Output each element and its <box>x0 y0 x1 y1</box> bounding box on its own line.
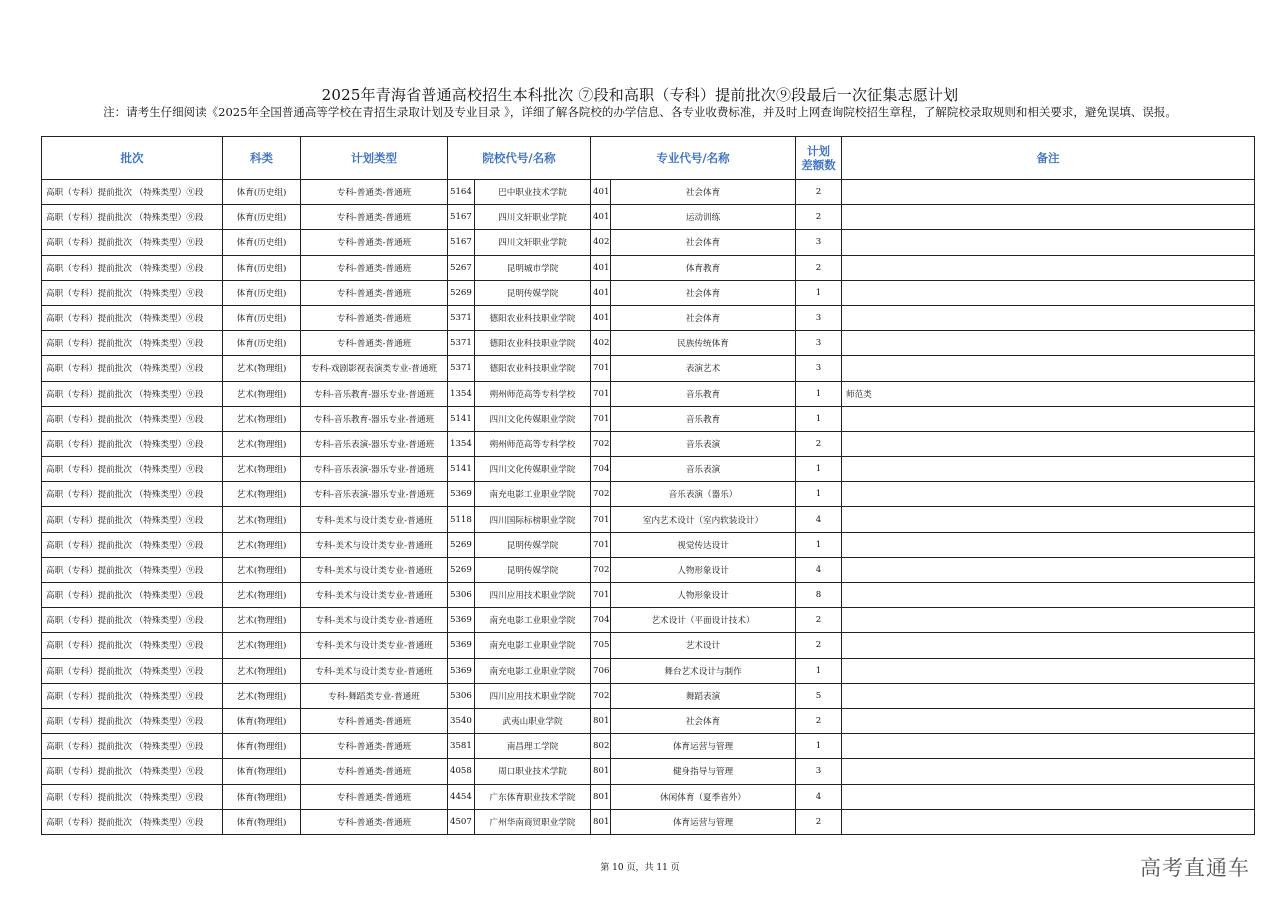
cell-school-code: 5164 <box>448 180 475 205</box>
cell-plan-count: 2 <box>796 809 842 834</box>
cell-major-name: 舞蹈表演 <box>611 683 796 708</box>
cell-batch: 高职（专科）提前批次 （特殊类型）⑨段 <box>42 557 223 582</box>
cell-plan-type: 专科-普通类-普通班 <box>301 784 448 809</box>
cell-subject: 艺术(物理组) <box>223 658 301 683</box>
cell-plan-type: 专科-普通类-普通班 <box>301 759 448 784</box>
cell-remark <box>842 431 1255 456</box>
cell-major-code: 801 <box>591 708 611 733</box>
table-row <box>42 331 1255 356</box>
page-footer: 第 10 页，共 11 页 <box>600 863 680 873</box>
cell-batch: 高职（专科）提前批次 （特殊类型）⑨段 <box>42 331 223 356</box>
cell-plan-count: 1 <box>796 734 842 759</box>
cell-school-code: 5369 <box>448 482 475 507</box>
cell-school-name: 南昌理工学院 <box>475 734 591 759</box>
cell-plan-count: 1 <box>796 532 842 557</box>
cell-school-code: 1354 <box>448 431 475 456</box>
cell-remark <box>842 305 1255 330</box>
cell-school-name: 四川文化传媒职业学院 <box>475 457 591 482</box>
cell-remark <box>842 683 1255 708</box>
table-row <box>42 557 1255 582</box>
cell-school-name: 南充电影工业职业学院 <box>475 633 591 658</box>
cell-plan-type: 专科-普通类-普通班 <box>301 305 448 330</box>
cell-school-name: 南充电影工业职业学院 <box>475 658 591 683</box>
cell-remark <box>842 230 1255 255</box>
cell-major-name: 音乐表演（器乐） <box>611 482 796 507</box>
cell-subject: 艺术(物理组) <box>223 431 301 456</box>
cell-school-code: 5167 <box>448 230 475 255</box>
table-row <box>42 532 1255 557</box>
cell-school-code: 5306 <box>448 683 475 708</box>
cell-major-code: 701 <box>591 356 611 381</box>
cell-remark <box>842 583 1255 608</box>
cell-major-name: 体育教育 <box>611 255 796 280</box>
cell-school-name: 南充电影工业职业学院 <box>475 482 591 507</box>
cell-school-code: 5369 <box>448 633 475 658</box>
cell-major-code: 802 <box>591 734 611 759</box>
table-header-row <box>42 137 1255 180</box>
cell-batch: 高职（专科）提前批次 （特殊类型）⑨段 <box>42 457 223 482</box>
cell-plan-count: 2 <box>796 180 842 205</box>
cell-school-name: 四川文轩职业学院 <box>475 230 591 255</box>
table-row <box>42 734 1255 759</box>
cell-major-name: 社会体育 <box>611 305 796 330</box>
cell-major-code: 702 <box>591 557 611 582</box>
table-row <box>42 583 1255 608</box>
cell-plan-count: 2 <box>796 255 842 280</box>
cell-major-code: 705 <box>591 633 611 658</box>
table-body <box>42 180 1255 835</box>
plan-table <box>41 136 1255 835</box>
cell-remark <box>842 457 1255 482</box>
cell-batch: 高职（专科）提前批次 （特殊类型）⑨段 <box>42 532 223 557</box>
table-row <box>42 356 1255 381</box>
cell-batch: 高职（专科）提前批次 （特殊类型）⑨段 <box>42 708 223 733</box>
cell-plan-count: 4 <box>796 507 842 532</box>
reading-note: 注：请考生仔细阅读《2025年全国普通高等学校在青招生录取计划及专业目录 》，详细了解各院校的办学信息、各专业收费标准，并及时上网查询院校招生章程，了解院校录取规则和相关要求，避免误填、误报。 <box>103 105 1177 119</box>
cell-major-code: 401 <box>591 305 611 330</box>
cell-remark: 师范类 <box>842 381 1255 406</box>
cell-plan-count: 1 <box>796 381 842 406</box>
table-row <box>42 431 1255 456</box>
cell-plan-count: 3 <box>796 305 842 330</box>
cell-major-name: 音乐教育 <box>611 381 796 406</box>
cell-plan-count: 1 <box>796 457 842 482</box>
cell-plan-type: 专科-美术与设计类专业-普通班 <box>301 507 448 532</box>
cell-remark <box>842 356 1255 381</box>
cell-remark <box>842 280 1255 305</box>
table-row <box>42 255 1255 280</box>
cell-plan-count: 4 <box>796 557 842 582</box>
cell-batch: 高职（专科）提前批次 （特殊类型）⑨段 <box>42 658 223 683</box>
cell-school-code: 5118 <box>448 507 475 532</box>
cell-remark <box>842 809 1255 834</box>
cell-plan-type: 专科-美术与设计类专业-普通班 <box>301 583 448 608</box>
cell-plan-count: 2 <box>796 708 842 733</box>
cell-major-code: 801 <box>591 759 611 784</box>
cell-major-code: 402 <box>591 331 611 356</box>
table-row <box>42 180 1255 205</box>
cell-plan-type: 专科-美术与设计类专业-普通班 <box>301 658 448 683</box>
cell-subject: 艺术(物理组) <box>223 557 301 582</box>
cell-batch: 高职（专科）提前批次 （特殊类型）⑨段 <box>42 608 223 633</box>
table-row <box>42 507 1255 532</box>
table-row <box>42 457 1255 482</box>
cell-subject: 艺术(物理组) <box>223 482 301 507</box>
table-row <box>42 809 1255 834</box>
cell-major-code: 704 <box>591 608 611 633</box>
cell-plan-count: 3 <box>796 230 842 255</box>
table-row <box>42 608 1255 633</box>
cell-school-code: 5306 <box>448 583 475 608</box>
cell-remark <box>842 608 1255 633</box>
cell-major-code: 401 <box>591 205 611 230</box>
table-row <box>42 230 1255 255</box>
cell-major-name: 艺术设计（平面设计技术） <box>611 608 796 633</box>
cell-major-code: 801 <box>591 784 611 809</box>
cell-major-code: 701 <box>591 532 611 557</box>
cell-school-name: 朔州师范高等专科学校 <box>475 381 591 406</box>
table-row <box>42 784 1255 809</box>
cell-school-code: 4058 <box>448 759 475 784</box>
cell-remark <box>842 507 1255 532</box>
cell-major-code: 701 <box>591 507 611 532</box>
table-row <box>42 633 1255 658</box>
cell-subject: 艺术(物理组) <box>223 356 301 381</box>
cell-major-name: 运动训练 <box>611 205 796 230</box>
cell-plan-type: 专科-普通类-普通班 <box>301 734 448 759</box>
cell-major-code: 702 <box>591 431 611 456</box>
table-row <box>42 683 1255 708</box>
cell-major-code: 401 <box>591 180 611 205</box>
cell-subject: 艺术(物理组) <box>223 532 301 557</box>
cell-major-name: 人物形象设计 <box>611 583 796 608</box>
cell-school-code: 4454 <box>448 784 475 809</box>
cell-plan-type: 专科-戏剧影视表演类专业-普通班 <box>301 356 448 381</box>
cell-batch: 高职（专科）提前批次 （特殊类型）⑨段 <box>42 255 223 280</box>
cell-major-name: 音乐表演 <box>611 431 796 456</box>
cell-plan-count: 3 <box>796 356 842 381</box>
cell-major-name: 视觉传达设计 <box>611 532 796 557</box>
cell-batch: 高职（专科）提前批次 （特殊类型）⑨段 <box>42 507 223 532</box>
cell-batch: 高职（专科）提前批次 （特殊类型）⑨段 <box>42 583 223 608</box>
cell-school-code: 5269 <box>448 280 475 305</box>
cell-plan-count: 1 <box>796 280 842 305</box>
cell-batch: 高职（专科）提前批次 （特殊类型）⑨段 <box>42 784 223 809</box>
cell-plan-type: 专科-普通类-普通班 <box>301 280 448 305</box>
cell-subject: 艺术(物理组) <box>223 608 301 633</box>
cell-school-code: 5369 <box>448 658 475 683</box>
cell-school-name: 四川应用技术职业学院 <box>475 583 591 608</box>
cell-subject: 艺术(物理组) <box>223 583 301 608</box>
cell-plan-type: 专科-普通类-普通班 <box>301 809 448 834</box>
cell-school-name: 武夷山职业学院 <box>475 708 591 733</box>
cell-plan-type: 专科-普通类-普通班 <box>301 205 448 230</box>
table-row <box>42 205 1255 230</box>
cell-batch: 高职（专科）提前批次 （特殊类型）⑨段 <box>42 759 223 784</box>
table-row <box>42 406 1255 431</box>
header-plan-line1: 计划 <box>807 144 831 158</box>
header-school: 院校代号/名称 <box>448 137 591 180</box>
cell-remark <box>842 633 1255 658</box>
cell-major-name: 体育运营与管理 <box>611 734 796 759</box>
cell-school-name: 德阳农业科技职业学院 <box>475 331 591 356</box>
cell-major-code: 704 <box>591 457 611 482</box>
cell-major-name: 社会体育 <box>611 708 796 733</box>
cell-major-code: 706 <box>591 658 611 683</box>
cell-subject: 体育(历史组) <box>223 255 301 280</box>
cell-plan-count: 1 <box>796 658 842 683</box>
cell-subject: 体育(物理组) <box>223 759 301 784</box>
table-row <box>42 482 1255 507</box>
cell-plan-count: 8 <box>796 583 842 608</box>
cell-school-name: 朔州师范高等专科学校 <box>475 431 591 456</box>
cell-batch: 高职（专科）提前批次 （特殊类型）⑨段 <box>42 482 223 507</box>
cell-major-name: 艺术设计 <box>611 633 796 658</box>
cell-school-name: 四川国际标榜职业学院 <box>475 507 591 532</box>
cell-school-code: 5141 <box>448 406 475 431</box>
cell-major-name: 休闲体育（夏季省外） <box>611 784 796 809</box>
cell-school-code: 5267 <box>448 255 475 280</box>
cell-major-name: 民族传统体育 <box>611 331 796 356</box>
cell-school-code: 5369 <box>448 608 475 633</box>
cell-remark <box>842 180 1255 205</box>
cell-remark <box>842 708 1255 733</box>
cell-plan-type: 专科-普通类-普通班 <box>301 708 448 733</box>
header-plan-count <box>796 137 842 180</box>
cell-major-name: 社会体育 <box>611 280 796 305</box>
cell-subject: 体育(历史组) <box>223 305 301 330</box>
cell-school-name: 昆明城市学院 <box>475 255 591 280</box>
cell-plan-type: 专科-普通类-普通班 <box>301 180 448 205</box>
cell-major-name: 音乐教育 <box>611 406 796 431</box>
cell-major-code: 401 <box>591 255 611 280</box>
cell-batch: 高职（专科）提前批次 （特殊类型）⑨段 <box>42 205 223 230</box>
cell-school-name: 周口职业技术学院 <box>475 759 591 784</box>
cell-plan-type: 专科-普通类-普通班 <box>301 331 448 356</box>
cell-school-name: 昆明传媒学院 <box>475 532 591 557</box>
cell-remark <box>842 658 1255 683</box>
cell-school-code: 5141 <box>448 457 475 482</box>
cell-major-code: 701 <box>591 583 611 608</box>
cell-school-code: 4507 <box>448 809 475 834</box>
header-plan-type: 计划类型 <box>301 137 448 180</box>
cell-plan-type: 专科-音乐教育-器乐专业-普通班 <box>301 381 448 406</box>
cell-major-code: 801 <box>591 809 611 834</box>
cell-school-name: 昆明传媒学院 <box>475 557 591 582</box>
cell-plan-count: 2 <box>796 205 842 230</box>
cell-school-code: 3540 <box>448 708 475 733</box>
cell-batch: 高职（专科）提前批次 （特殊类型）⑨段 <box>42 230 223 255</box>
cell-school-name: 广州华南商贸职业学院 <box>475 809 591 834</box>
header-subject: 科类 <box>223 137 301 180</box>
cell-subject: 艺术(物理组) <box>223 633 301 658</box>
cell-plan-count: 2 <box>796 608 842 633</box>
cell-batch: 高职（专科）提前批次 （特殊类型）⑨段 <box>42 280 223 305</box>
cell-major-name: 健身指导与管理 <box>611 759 796 784</box>
cell-remark <box>842 255 1255 280</box>
cell-remark <box>842 406 1255 431</box>
cell-school-code: 5269 <box>448 557 475 582</box>
cell-batch: 高职（专科）提前批次 （特殊类型）⑨段 <box>42 734 223 759</box>
cell-batch: 高职（专科）提前批次 （特殊类型）⑨段 <box>42 683 223 708</box>
cell-major-name: 音乐表演 <box>611 457 796 482</box>
cell-remark <box>842 557 1255 582</box>
cell-plan-count: 3 <box>796 759 842 784</box>
cell-major-code: 701 <box>591 381 611 406</box>
cell-major-code: 401 <box>591 280 611 305</box>
cell-plan-type: 专科-美术与设计类专业-普通班 <box>301 608 448 633</box>
cell-major-name: 人物形象设计 <box>611 557 796 582</box>
cell-major-name: 舞台艺术设计与制作 <box>611 658 796 683</box>
cell-plan-type: 专科-音乐表演-器乐专业-普通班 <box>301 457 448 482</box>
cell-batch: 高职（专科）提前批次 （特殊类型）⑨段 <box>42 356 223 381</box>
cell-subject: 艺术(物理组) <box>223 507 301 532</box>
cell-plan-count: 2 <box>796 633 842 658</box>
cell-plan-type: 专科-普通类-普通班 <box>301 255 448 280</box>
cell-school-name: 四川文化传媒职业学院 <box>475 406 591 431</box>
cell-batch: 高职（专科）提前批次 （特殊类型）⑨段 <box>42 633 223 658</box>
cell-plan-type: 专科-普通类-普通班 <box>301 230 448 255</box>
brand-watermark: 高考直通车 <box>1140 856 1250 880</box>
cell-remark <box>842 759 1255 784</box>
cell-subject: 体育(历史组) <box>223 230 301 255</box>
cell-subject: 体育(历史组) <box>223 205 301 230</box>
cell-plan-type: 专科-音乐表演-器乐专业-普通班 <box>301 482 448 507</box>
cell-batch: 高职（专科）提前批次 （特殊类型）⑨段 <box>42 381 223 406</box>
cell-subject: 体育(历史组) <box>223 331 301 356</box>
cell-plan-type: 专科-美术与设计类专业-普通班 <box>301 532 448 557</box>
cell-major-name: 室内艺术设计（室内软装设计） <box>611 507 796 532</box>
cell-plan-type: 专科-舞蹈类专业-普通班 <box>301 683 448 708</box>
cell-school-code: 5167 <box>448 205 475 230</box>
cell-remark <box>842 331 1255 356</box>
cell-plan-count: 3 <box>796 331 842 356</box>
cell-plan-type: 专科-美术与设计类专业-普通班 <box>301 557 448 582</box>
cell-batch: 高职（专科）提前批次 （特殊类型）⑨段 <box>42 809 223 834</box>
cell-remark <box>842 482 1255 507</box>
cell-major-code: 701 <box>591 406 611 431</box>
header-batch: 批次 <box>42 137 223 180</box>
table-row <box>42 759 1255 784</box>
cell-major-name: 表演艺术 <box>611 356 796 381</box>
table-row <box>42 708 1255 733</box>
cell-school-name: 南充电影工业职业学院 <box>475 608 591 633</box>
header-remark: 备注 <box>842 137 1255 180</box>
cell-subject: 艺术(物理组) <box>223 683 301 708</box>
cell-school-name: 广东体育职业技术学院 <box>475 784 591 809</box>
cell-subject: 体育(物理组) <box>223 708 301 733</box>
cell-school-code: 5371 <box>448 356 475 381</box>
cell-plan-type: 专科-音乐教育-器乐专业-普通班 <box>301 406 448 431</box>
cell-subject: 艺术(物理组) <box>223 381 301 406</box>
cell-major-name: 体育运营与管理 <box>611 809 796 834</box>
cell-plan-count: 5 <box>796 683 842 708</box>
cell-school-name: 德阳农业科技职业学院 <box>475 305 591 330</box>
page-title: 2025年青海省普通高校招生本科批次 ⑦段和高职（专科）提前批次⑨段最后一次征集志愿计划 <box>321 86 959 104</box>
cell-school-code: 3581 <box>448 734 475 759</box>
cell-subject: 艺术(物理组) <box>223 457 301 482</box>
table-row <box>42 305 1255 330</box>
cell-major-code: 702 <box>591 482 611 507</box>
cell-plan-count: 2 <box>796 431 842 456</box>
table-row <box>42 658 1255 683</box>
cell-school-code: 5371 <box>448 331 475 356</box>
cell-batch: 高职（专科）提前批次 （特殊类型）⑨段 <box>42 305 223 330</box>
cell-plan-count: 1 <box>796 406 842 431</box>
cell-subject: 体育(历史组) <box>223 180 301 205</box>
cell-subject: 体育(物理组) <box>223 734 301 759</box>
cell-plan-type: 专科-音乐表演-器乐专业-普通班 <box>301 431 448 456</box>
cell-batch: 高职（专科）提前批次 （特殊类型）⑨段 <box>42 431 223 456</box>
header-major: 专业代号/名称 <box>591 137 796 180</box>
cell-subject: 艺术(物理组) <box>223 406 301 431</box>
cell-remark <box>842 784 1255 809</box>
cell-school-name: 四川文轩职业学院 <box>475 205 591 230</box>
cell-major-name: 社会体育 <box>611 230 796 255</box>
table-row <box>42 280 1255 305</box>
cell-major-code: 702 <box>591 683 611 708</box>
cell-school-name: 昆明传媒学院 <box>475 280 591 305</box>
header-plan-line2: 差额数 <box>801 158 836 172</box>
cell-major-name: 社会体育 <box>611 180 796 205</box>
cell-plan-type: 专科-美术与设计类专业-普通班 <box>301 633 448 658</box>
cell-subject: 体育(物理组) <box>223 809 301 834</box>
cell-school-code: 5371 <box>448 305 475 330</box>
cell-school-name: 巴中职业技术学院 <box>475 180 591 205</box>
cell-school-name: 四川应用技术职业学院 <box>475 683 591 708</box>
cell-batch: 高职（专科）提前批次 （特殊类型）⑨段 <box>42 406 223 431</box>
cell-school-name: 德阳农业科技职业学院 <box>475 356 591 381</box>
cell-major-code: 402 <box>591 230 611 255</box>
cell-plan-count: 1 <box>796 482 842 507</box>
cell-plan-count: 4 <box>796 784 842 809</box>
cell-subject: 体育(历史组) <box>223 280 301 305</box>
cell-school-code: 5269 <box>448 532 475 557</box>
cell-subject: 体育(物理组) <box>223 784 301 809</box>
cell-school-code: 1354 <box>448 381 475 406</box>
cell-remark <box>842 205 1255 230</box>
table-row <box>42 381 1255 406</box>
cell-batch: 高职（专科）提前批次 （特殊类型）⑨段 <box>42 180 223 205</box>
cell-remark <box>842 532 1255 557</box>
cell-remark <box>842 734 1255 759</box>
